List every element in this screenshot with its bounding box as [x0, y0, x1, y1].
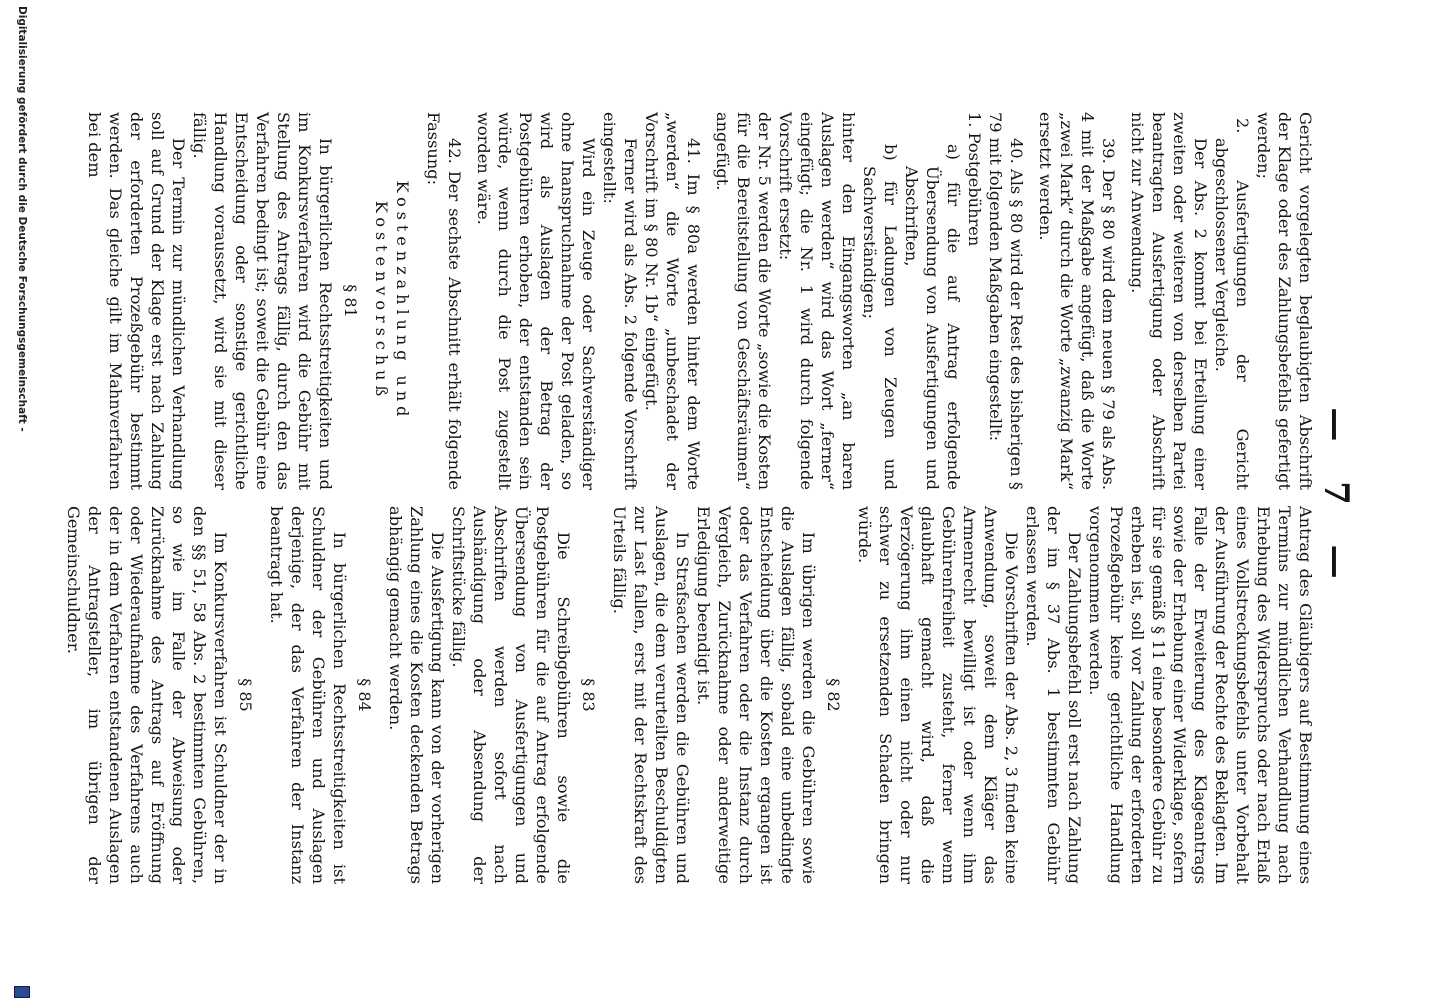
paragraph: Der Termin zur mündlichen Verhandlung soll auf Grund der Klage erst nach Zahlung der erforderten Prozeßgebühr bestimmt werden. Das gleiche gilt im Mahnverfahren bei dem — [85, 112, 188, 490]
paragraph: Ferner wird als Abs. 2 folgende Vorschrift eingestellt: — [600, 112, 640, 490]
dfg-logo-icon — [14, 986, 30, 998]
section-number: § 81 — [341, 284, 360, 318]
list-item: 1. Postgebühren — [965, 112, 984, 247]
paragraph: Im Konkursverfahren ist Schuldner der in den §§ 51, 58 Abs. 2 bestimmten Gebühren, so wie im Falle der Abweisung oder Zurücknahme des Antrags auf Eröffnung oder Wiederaufnahme des Verfahrens auch der in dem Verfahren entstandenen Auslagen der Antragsteller, im übrigen der Gemeinschuldner. — [64, 506, 230, 884]
paragraph: 40. Als § 80 wird der Rest des bisherigen § 79 mit folgenden Maßgaben eingestellt: — [986, 112, 1026, 490]
section-number: § 84 — [355, 678, 374, 712]
paragraph: In bürgerlichen Rechtsstreitigkeiten und im Konkursverfahren wird die Gebühr mit Stellung des Antrags fällig, durch den das Verfahren bedingt ist; soweit die Gebühr eine Entscheidung oder sonstige gerichtliche Handlung voraussetzt, wird sie mit dieser fällig. — [190, 112, 335, 490]
paragraph: Die Ausfertigung kann von der vorherigen Zahlung eines die Kosten deckenden Betrags abhängig gemacht werden. — [386, 506, 447, 884]
list-item: 2. Ausfertigungen der Gericht abgeschlossener Vergleiche. — [1212, 118, 1252, 490]
paragraph: Wird ein Zeuge oder Sachverständiger ohne Inanspruchnahme der Post geladen, so wird als Auslagen der Betrag der Postgebühren erhoben, der entstanden sein würde, wenn durch die Post zugestellt worden wäre. — [474, 112, 598, 490]
list-item: a) für die auf Antrag erfolgende Übersendung von Ausfertigungen und Abschriften, — [902, 144, 963, 490]
paragraph: 42. Der sechste Abschnitt erhält folgende Fassung: — [424, 112, 464, 490]
paragraph: Die Vorschriften der Abs. 2, 3 finden keine Anwendung, soweit dem Kläger das Armenrecht bewilligt ist oder wenn ihm Gebührenfreiheit zusteht, ferner wenn glaubhaft gemacht wird, daß die Verzögerung ihm einen nicht oder nur schwer zu ersetzenden Schaden bringen würde. — [855, 506, 1021, 884]
digitization-footer: Digitalisierung gefördert durch die Deutsche Forschungsgemeinschaft - — [16, 6, 28, 432]
paragraph: Antrag des Gläubigers auf Bestimmung eines Termins zur mündlichen Verhandlung nach Erhebung des Widerspruchs oder nach Erlaß eines Vollstreckungsbefehls unter Vorbehalt der Ausführung der Rechte des Beklagten. Im Falle der Erweiterung des Klageantrags sowie der Erhebung einer Widerklage, sofern für sie gemäß § 11 eine besondere Gebühr zu erheben ist, soll vor Zahlung der erforderten Prozeßgebühr keine gerichtliche Handlung vorgenommen werden. — [1086, 506, 1315, 884]
left-column — [84, 112, 1316, 490]
section-heading: Kostenzahlung und Kostenvorschuß — [372, 180, 412, 422]
paragraph: der Nr. 5 werden die Worte „sowie die Kosten für die Bereitstellung von Geschäftsräumen“ angefügt. — [713, 112, 774, 490]
paragraph: Gericht vorgelegten beglaubigten Abschrift der Klage oder des Zahlungsbefehls gefertigt werden; — [1254, 112, 1315, 490]
paragraph: Im übrigen werden die Gebühren sowie die Auslagen fällig, sobald eine unbedingte Entscheidung über die Kosten ergangen ist oder das Verfahren oder die Instanz durch Vergleich, Zurücknahme oder anderweitige Erledigung beendigt ist. — [694, 506, 818, 884]
section-number: § 85 — [236, 678, 255, 712]
list-item: b) für Ladungen von Zeugen und Sachverständigen; — [860, 144, 900, 490]
section-number: § 82 — [824, 678, 843, 712]
paragraph: 41. Im § 80a werden hinter dem Worte „werden“ die Worte „unbeschadet der Vorschrift im § 80 Nr. 1b“ eingefügt. — [642, 112, 703, 490]
paragraph: Der Abs. 2 kommt bei Erteilung einer zweiten oder weiteren von derselben Partei beantragten Ausfertigung oder Abschrift nicht zur Anwendung. — [1128, 112, 1210, 490]
right-column — [63, 506, 1316, 884]
paragraph: Der Zahlungsbefehl soll erst nach Zahlung der im § 37 Abs. 1 bestimmten Gebühr erlassen werden. — [1023, 506, 1084, 884]
paragraph: 39. Der § 80 wird dem neuen § 79 als Abs. 4 mit der Maßgabe angefügt, daß die Worte „zwei Mark“ durch die Worte „zwanzig Mark“ ersetzt werden. — [1036, 112, 1118, 490]
paragraph: In Strafsachen werden die Gebühren und Auslagen, die dem verurteilten Beschuldigten zur Last fallen, erst mit der Rechtskraft des Urteils fällig. — [610, 506, 692, 884]
page-number: — 7 — — [1316, 407, 1356, 593]
section-number: § 83 — [579, 678, 598, 712]
paragraph: In bürgerlichen Rechtsstreitigkeiten ist Schuldner der Gebühren und Auslagen derjenige, der das Verfahren der Instanz beantragt hat. — [267, 506, 349, 884]
paragraph: hinter den Eingangsworten „an baren Auslagen werden“ wird das Wort „ferner“ eingefügt; die Nr. 1 wird durch folgende Vorschrift ersetzt: — [776, 112, 858, 490]
paragraph: Die Schreibgebühren sowie die Postgebühren für die auf Antrag erfolgende Übersendung von Ausfertigungen und Abschriften werden sofort nach Aushändigung oder Absendung der Schriftstücke fällig. — [449, 506, 573, 884]
